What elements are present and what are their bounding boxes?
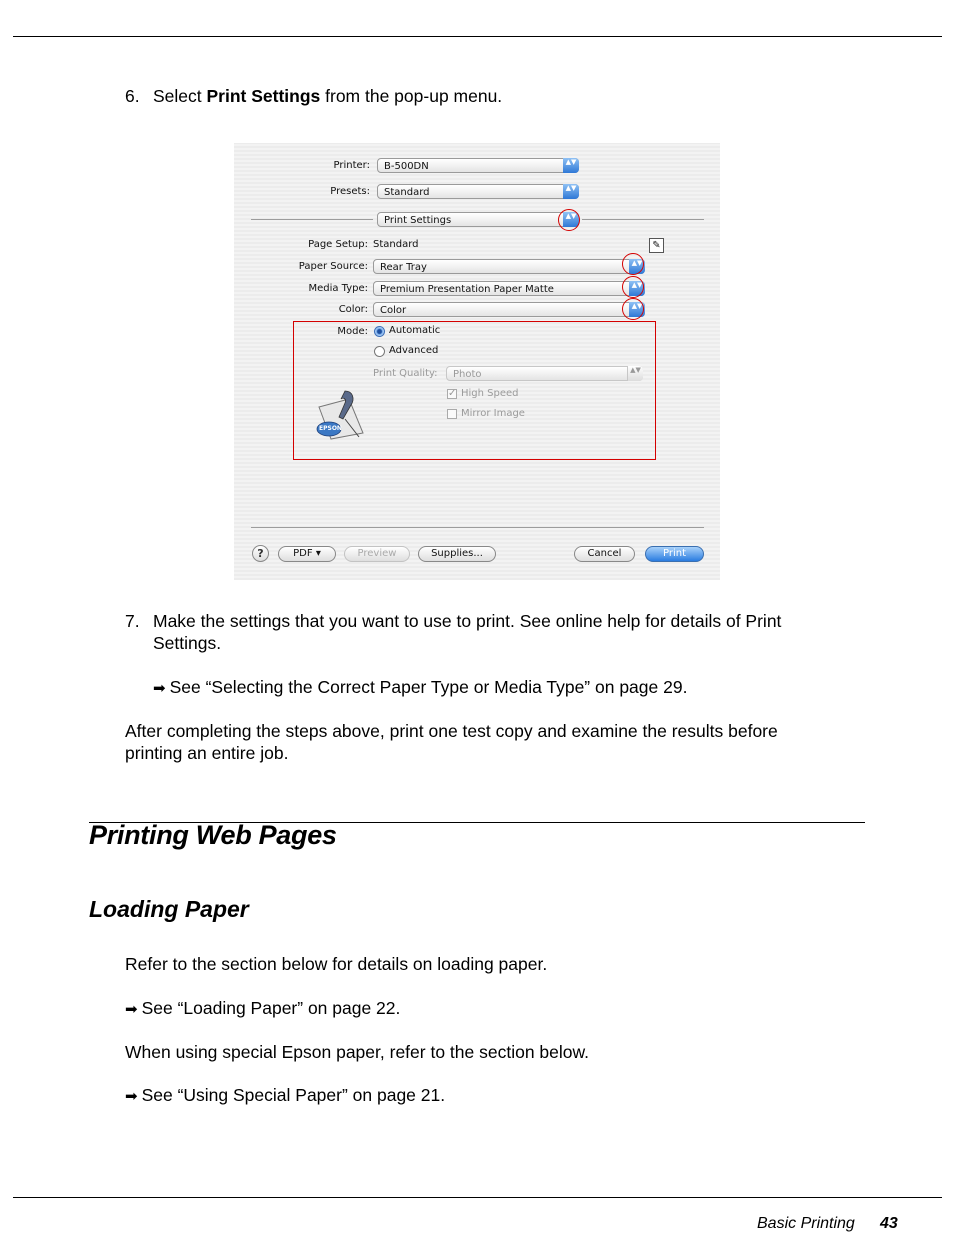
presets-label: Presets: (330, 186, 370, 197)
stepper-icon: ▲▼ (563, 158, 579, 173)
color-value: Color (380, 305, 407, 316)
mirror-image-checkbox[interactable] (447, 409, 457, 419)
color-label: Color: (338, 304, 368, 315)
step-6-bold: Print Settings (206, 86, 321, 106)
mode-advanced-radio[interactable] (374, 346, 385, 357)
footer-page-number: 43 (880, 1215, 898, 1232)
step-6-number: 6. (125, 86, 140, 106)
supplies-button[interactable]: Supplies... (418, 546, 496, 562)
print-quality-value: Photo (453, 369, 482, 380)
preview-button[interactable]: Preview (344, 546, 410, 562)
panel-popup[interactable] (377, 212, 579, 227)
step-7-reference (153, 676, 687, 700)
mode-automatic-radio[interactable] (374, 326, 385, 337)
presets-popup[interactable] (377, 184, 579, 199)
step-7-text: Make the settings that you want to use to print. See online help for details of Print Settings. (153, 611, 782, 653)
special-paper-reference (125, 1084, 445, 1108)
print-quality-label: Print Quality: (373, 368, 438, 379)
bottom-separator (251, 527, 704, 528)
epson-printer-icon (315, 389, 367, 441)
mirror-image-label: Mirror Image (461, 408, 525, 419)
printer-utility-icon[interactable]: ✎ (649, 238, 664, 253)
step-7-number: 7. (125, 611, 140, 631)
color-popup[interactable] (373, 302, 645, 317)
arrow-icon: ➡ (125, 1088, 138, 1105)
mode-automatic-label: Automatic (389, 325, 441, 336)
paper-source-label: Paper Source: (298, 261, 368, 272)
high-speed-label: High Speed (461, 388, 519, 399)
media-type-value: Premium Presentation Paper Matte (380, 284, 554, 295)
print-dialog-screenshot (234, 143, 720, 580)
loading-paper-reference (125, 997, 400, 1021)
footer-section: Basic Printing (757, 1215, 855, 1232)
panel-separator-right (582, 219, 704, 220)
mode-advanced-label: Advanced (389, 345, 439, 356)
step-7-reference-text[interactable]: See “Selecting the Correct Paper Type or Media Type” on page 29. (169, 677, 688, 697)
stepper-icon: ▲▼ (629, 302, 645, 317)
loading-paper-reference-text[interactable]: See “Loading Paper” on page 22. (141, 998, 401, 1018)
arrow-icon: ➡ (153, 680, 166, 697)
high-speed-checkbox[interactable]: ✓ (448, 388, 457, 399)
stepper-icon: ▲▼ (629, 259, 645, 274)
page-setup-value: Standard (373, 239, 419, 250)
help-button[interactable]: ? (252, 545, 269, 562)
step-6-text-before: Select (153, 86, 207, 106)
after-steps-paragraph: After completing the steps above, print one test copy and examine the results before printing an entire job. (125, 721, 778, 763)
media-type-label: Media Type: (308, 283, 368, 294)
step-6-text-after: from the pop-up menu. (320, 86, 503, 106)
section-heading: Printing Web Pages (89, 820, 337, 850)
printer-popup[interactable] (377, 158, 579, 173)
mode-label: Mode: (337, 326, 368, 337)
stepper-icon: ▲▼ (627, 366, 643, 381)
stepper-icon: ▲▼ (563, 184, 579, 199)
arrow-icon: ➡ (125, 1001, 138, 1018)
stepper-icon: ▲▼ (563, 212, 579, 227)
subsection-heading: Loading Paper (89, 896, 249, 922)
epson-logo-text: EPSON (319, 425, 342, 432)
pdf-button[interactable]: PDF ▾ (278, 546, 336, 562)
loading-paper-paragraph: Refer to the section below for details on loading paper. (125, 954, 548, 974)
printer-label: Printer: (333, 160, 370, 171)
highlight-circle (622, 253, 644, 275)
page-setup-label: Page Setup: (308, 239, 368, 250)
special-paper-reference-text[interactable]: See “Using Special Paper” on page 21. (141, 1085, 446, 1105)
media-type-popup[interactable] (373, 281, 645, 296)
top-rule (13, 36, 942, 37)
highlight-circle (622, 298, 644, 320)
highlight-circle (558, 209, 580, 231)
step-6-text (153, 85, 502, 107)
cancel-button[interactable]: Cancel (574, 546, 635, 562)
panel-separator-left (251, 219, 373, 220)
panel-value: Print Settings (384, 215, 452, 226)
print-button[interactable]: Print (645, 546, 704, 562)
special-paper-paragraph: When using special Epson paper, refer to the section below. (125, 1042, 590, 1062)
bottom-rule (13, 1197, 942, 1198)
print-quality-popup[interactable] (446, 366, 643, 381)
paper-source-value: Rear Tray (380, 262, 427, 273)
presets-value: Standard (384, 187, 430, 198)
printer-value: B-500DN (384, 161, 429, 172)
highlight-circle (622, 276, 644, 298)
stepper-icon: ▲▼ (629, 281, 645, 296)
paper-source-popup[interactable] (373, 259, 645, 274)
